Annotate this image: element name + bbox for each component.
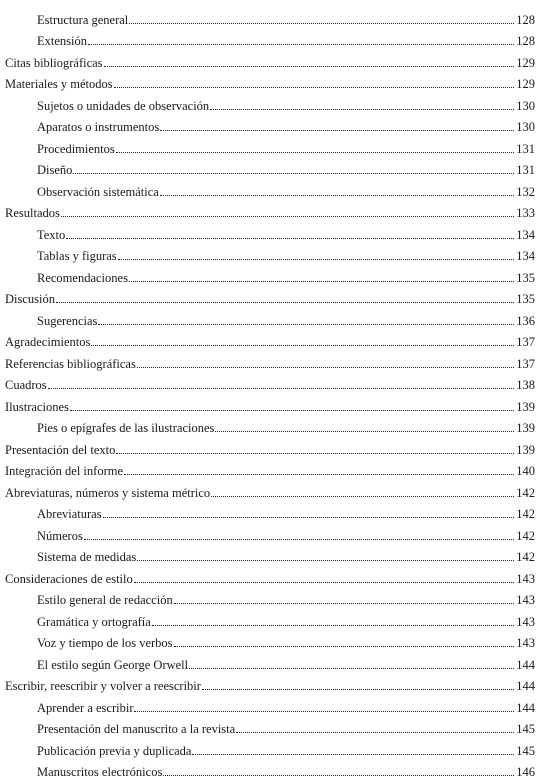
toc-entry-title: Procedimientos — [37, 141, 115, 156]
dot-leader — [134, 582, 515, 583]
toc-section-entry — [0, 392, 541, 414]
toc-entry-title: El estilo según George Orwell — [37, 657, 189, 672]
toc-entry-page-number: 130 — [516, 98, 535, 113]
toc-section-entry — [0, 672, 541, 694]
toc-subsection-entry — [0, 5, 541, 27]
toc-entry-title: Aparatos o instrumentos — [37, 120, 160, 134]
toc-entry-title: Publicación previa y duplicada — [37, 743, 192, 758]
toc-entry-title: Estructura general — [37, 12, 129, 27]
dot-leader — [73, 173, 514, 174]
toc-entry-title: Integración del informe — [5, 464, 124, 478]
toc-entry-page-number: 129 — [516, 77, 535, 91]
toc-entry-title: Números — [37, 528, 83, 543]
dot-leader — [114, 87, 515, 88]
dot-leader — [118, 259, 515, 260]
toc-entry-title: Abreviaturas — [37, 507, 102, 521]
toc-subsection-entry — [0, 113, 541, 135]
toc-entry-title: Ilustraciones — [5, 399, 69, 414]
toc-entry-page-number: 143 — [516, 571, 535, 586]
toc-entry-title: Sistema de medidas — [37, 550, 137, 564]
toc-section-entry — [0, 371, 541, 393]
dot-leader — [137, 367, 514, 368]
dot-leader — [134, 711, 514, 712]
toc-entry-page-number: 129 — [516, 55, 535, 70]
dot-leader — [104, 66, 515, 67]
toc-subsection-entry — [0, 27, 541, 49]
dot-leader — [202, 689, 514, 690]
toc-entry-title: Resultados — [5, 206, 60, 220]
toc-entry-title: Tablas y figuras — [37, 249, 117, 263]
dot-leader — [48, 388, 515, 389]
dot-leader — [192, 754, 514, 755]
toc-entry-page-number: 137 — [516, 335, 535, 349]
toc-entry-page-number: 144 — [516, 679, 535, 693]
toc-entry-page-number: 128 — [516, 34, 535, 48]
dot-leader — [129, 23, 514, 24]
toc-entry-page-number: 139 — [516, 421, 535, 435]
toc-entry-title: Sugerencias — [37, 313, 98, 328]
dot-leader — [210, 109, 514, 110]
toc-entry-title: Gramática y ortografía — [37, 614, 151, 629]
toc-section-entry — [0, 564, 541, 586]
toc-subsection-entry — [0, 736, 541, 758]
dot-leader — [56, 302, 514, 303]
toc-entry-page-number: 146 — [516, 765, 535, 779]
toc-entry-page-number: 145 — [516, 743, 535, 758]
toc-entry-title: Diseño — [37, 163, 73, 177]
dot-leader — [98, 324, 514, 325]
toc-subsection-entry — [0, 242, 541, 264]
toc-entry-page-number: 145 — [516, 722, 535, 736]
dot-leader — [61, 216, 514, 217]
toc-entry-page-number: 142 — [516, 550, 535, 564]
dot-leader — [103, 517, 515, 518]
toc-section-entry — [0, 70, 541, 92]
toc-section-entry — [0, 328, 541, 350]
toc-entry-title: Sujetos o unidades de observación — [37, 98, 210, 113]
toc-entry-page-number: 142 — [516, 528, 535, 543]
toc-section-entry — [0, 285, 541, 307]
toc-entry-page-number: 135 — [516, 270, 535, 285]
toc-subsection-entry — [0, 693, 541, 715]
toc-entry-page-number: 139 — [516, 399, 535, 414]
toc-entry-title: Escribir, reescribir y volver a reescribir — [5, 679, 201, 693]
toc-entry-page-number: 142 — [516, 485, 535, 500]
toc-subsection-entry — [0, 715, 541, 737]
toc-subsection-entry — [0, 263, 541, 285]
toc-entry-title: Presentación del texto — [5, 442, 116, 457]
toc-entry-page-number: 134 — [516, 227, 535, 242]
dot-leader — [189, 668, 514, 669]
toc-subsection-entry — [0, 134, 541, 156]
toc-entry-page-number: 131 — [516, 141, 535, 156]
dot-leader — [163, 775, 514, 776]
dot-leader — [215, 431, 514, 432]
toc-entry-title: Aprender a escribir — [37, 700, 134, 715]
dot-leader — [174, 603, 515, 604]
dot-leader — [211, 496, 514, 497]
dot-leader — [137, 560, 514, 561]
dot-leader — [116, 152, 514, 153]
toc-subsection-entry — [0, 586, 541, 608]
toc-subsection-entry — [0, 543, 541, 565]
toc-entry-page-number: 128 — [516, 12, 535, 27]
toc-entry-title: Presentación del manuscrito a la revista — [37, 722, 236, 736]
toc-entry-title: Extensión — [37, 34, 87, 48]
toc-entry-title: Citas bibliográficas — [5, 55, 103, 70]
toc-subsection-entry — [0, 500, 541, 522]
toc-entry-title: Cuadros — [5, 378, 47, 392]
toc-subsection-entry — [0, 91, 541, 113]
dot-leader — [160, 195, 514, 196]
toc-entry-title: Estilo general de redacción — [37, 593, 173, 607]
toc-entry-title: Voz y tiempo de los verbos — [37, 636, 173, 650]
toc-subsection-entry — [0, 758, 541, 780]
dot-leader — [66, 238, 514, 239]
toc-subsection-entry — [0, 306, 541, 328]
toc-subsection-entry — [0, 177, 541, 199]
toc-entry-title: Recomendaciones — [37, 270, 128, 285]
toc-entry-title: Observación sistemática — [37, 184, 159, 199]
toc-subsection-entry — [0, 521, 541, 543]
dot-leader — [236, 732, 514, 733]
toc-entry-page-number: 144 — [516, 700, 535, 715]
toc-entry-page-number: 143 — [516, 614, 535, 629]
toc-entry-page-number: 133 — [516, 206, 535, 220]
toc-section-entry — [0, 457, 541, 479]
dot-leader — [152, 625, 514, 626]
toc-entry-page-number: 142 — [516, 507, 535, 521]
toc-subsection-entry — [0, 220, 541, 242]
toc-entry-page-number: 138 — [516, 378, 535, 392]
dot-leader — [129, 281, 514, 282]
toc-entry-title: Pies o epígrafes de las ilustraciones — [37, 421, 215, 435]
toc-entry-title: Abreviaturas, números y sistema métrico — [5, 485, 211, 500]
toc-entry-title: Consideraciones de estilo — [5, 571, 133, 586]
toc-entry-title: Manuscritos electrónicos — [37, 765, 163, 779]
toc-entry-page-number: 135 — [516, 292, 535, 306]
toc-section-entry — [0, 435, 541, 457]
toc-section-entry — [0, 349, 541, 371]
toc-entry-page-number: 137 — [516, 356, 535, 371]
toc-section-entry — [0, 199, 541, 221]
dot-leader — [116, 453, 514, 454]
toc-entry-page-number: 143 — [516, 593, 535, 607]
dot-leader — [84, 539, 514, 540]
dot-leader — [174, 646, 515, 647]
dot-leader — [124, 474, 514, 475]
toc-entry-page-number: 143 — [516, 636, 535, 650]
toc-entry-page-number: 131 — [516, 163, 535, 177]
toc-subsection-entry — [0, 650, 541, 672]
toc-entry-title: Texto — [37, 227, 66, 242]
toc-entry-page-number: 130 — [516, 120, 535, 134]
toc-entry-title: Agradecimientos — [5, 335, 91, 349]
dot-leader — [160, 130, 514, 131]
toc-entry-title: Discusión — [5, 292, 55, 306]
toc-subsection-entry — [0, 156, 541, 178]
toc-entry-page-number: 136 — [516, 313, 535, 328]
toc-entry-title: Materiales y métodos — [5, 77, 113, 91]
toc-subsection-entry — [0, 414, 541, 436]
toc-entry-page-number: 144 — [516, 657, 535, 672]
toc-section-entry — [0, 48, 541, 70]
toc-entry-page-number: 134 — [516, 249, 535, 263]
toc-entry-title: Referencias bibliográficas — [5, 356, 136, 371]
toc-subsection-entry — [0, 607, 541, 629]
toc-section-entry — [0, 478, 541, 500]
toc-entry-page-number: 139 — [516, 442, 535, 457]
dot-leader — [91, 345, 514, 346]
dot-leader — [70, 410, 514, 411]
dot-leader — [88, 44, 514, 45]
toc-subsection-entry — [0, 629, 541, 651]
toc-entry-page-number: 132 — [516, 184, 535, 199]
toc-entry-page-number: 140 — [516, 464, 535, 478]
